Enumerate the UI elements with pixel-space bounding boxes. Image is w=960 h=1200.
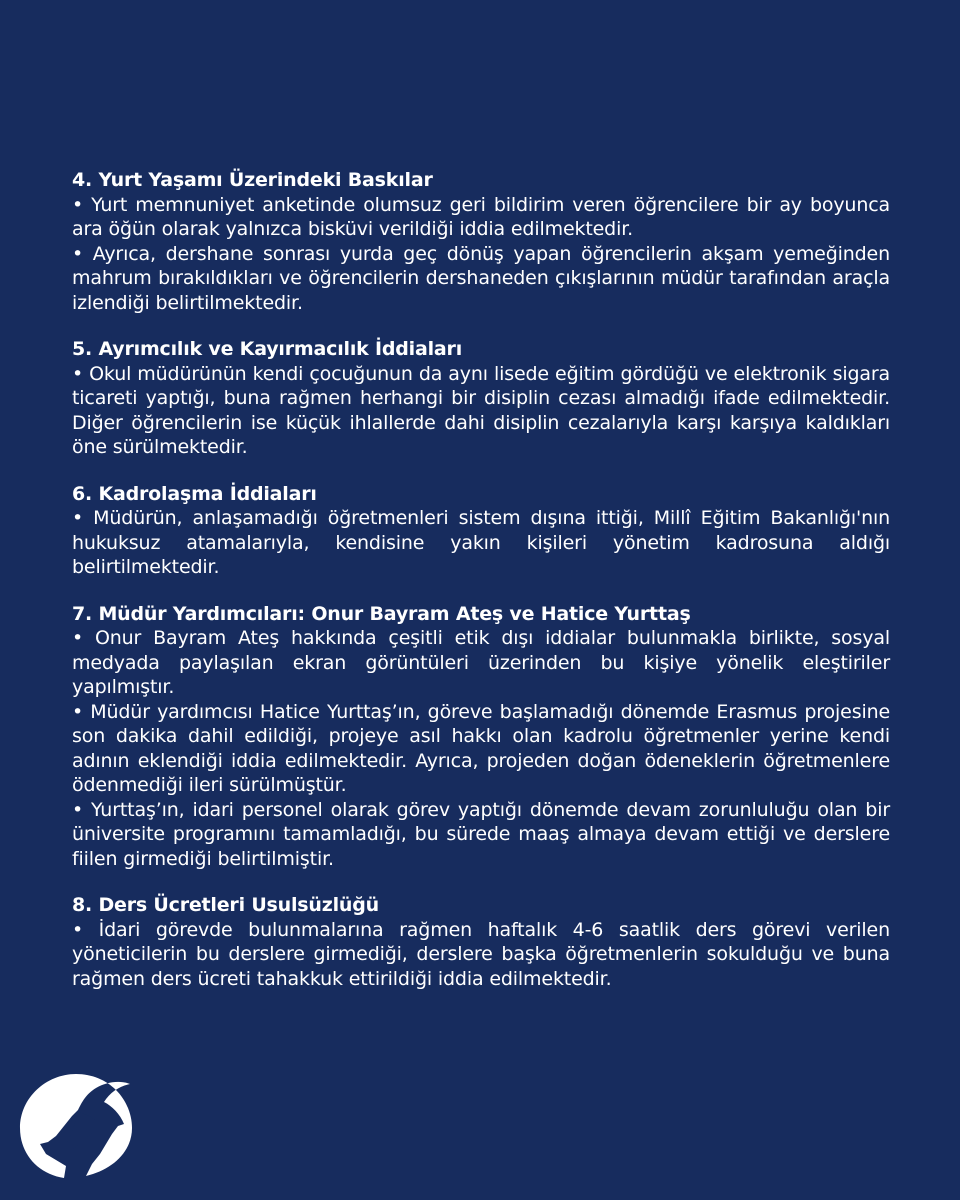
bullet-paragraph: • Müdürün, anlaşamadığı öğretmenleri sistem dışına ittiği, Millî Eğitim Bakanlığı'nın hukuksuz atamalarıyla, kendisine yakın kişileri yönetim kadrosuna aldığı belirtilmektedir.	[72, 507, 890, 578]
bullet-paragraph: • İdari görevde bulunmalarına rağmen haftalık 4-6 saatlik ders görevi verilen yöneticilerin bu derslere girmediği, derslere başka öğretmenlerin sokulduğu ve buna rağmen ders ücreti tahakkuk ettirildiği iddia edilmektedir.	[72, 918, 890, 990]
section-title: 4. Yurt Yaşamı Üzerindeki Baskılar	[72, 169, 433, 191]
section-kadrolasma	[72, 482, 890, 580]
bullet-paragraph: • Okul müdürünün kendi çocuğunun da aynı lisede eğitim gördüğü ve elektronik sigara ticareti yaptığı, buna rağmen herhangi bir disiplin cezası almadığı ifade edilmektedir. Diğer öğrencilerin ise küçük ihlallerde dahi disiplin cezalarıyla karşı karşıya kaldıkları öne sürülmektedir.	[72, 362, 890, 458]
bullet-paragraph: • Ayrıca, dershane sonrası yurda geç dönüş yapan öğrencilerin akşam yemeğinden mahrum bırakıldıkları ve öğrencilerin dershaneden çıkışlarının müdür tarafından araçla izlendiği belirtilmektedir.	[72, 242, 890, 314]
section-ders-ucretleri	[72, 893, 890, 991]
goat-head-logo-icon	[16, 1068, 136, 1180]
bullet-paragraph: • Müdür yardımcısı Hatice Yurttaş’ın, göreve başlamadığı dönemde Erasmus projesine son dakika dahil edildiği, projeye asıl hakkı olan kadrolu öğretmenler yerine kendi adının eklendiği iddia edilmektedir. Ayrıca, projeden doğan ödeneklerin öğretmenlere ödenmediği ileri sürülmüştür.	[72, 700, 890, 796]
section-ayrimcilik	[72, 337, 890, 460]
bullet-paragraph: • Yurt memnuniyet anketinde olumsuz geri bildirim veren öğrencilere bir ay boyunca ara öğün olarak yalnızca bisküvi verildiği iddia edilmektedir.	[72, 193, 890, 240]
section-title: 6. Kadrolaşma İddiaları	[72, 482, 317, 505]
bullet-paragraph: • Onur Bayram Ateş hakkında çeşitli etik dışı iddialar bulunmakla birlikte, sosyal medyada paylaşılan ekran görüntüleri üzerinden bu kişiye yönelik eleştiriler yapılmıştır.	[72, 627, 890, 698]
section-title: 8. Ders Ücretleri Usulsüzlüğü	[72, 894, 379, 916]
section-mudur-yardimcilari	[72, 602, 890, 872]
section-title: 7. Müdür Yardımcıları: Onur Bayram Ateş ve Hatice Yurttaş	[72, 602, 691, 625]
section-title: 5. Ayrımcılık ve Kayırmacılık İddiaları	[72, 338, 463, 360]
bullet-paragraph: • Yurttaş’ın, idari personel olarak görev yaptığı dönemde devam zorunluluğu olan bir üniversite programını tamamladığı, bu sürede maaş almaya devam ettiği ve derslere fiilen girmediği belirtilmiştir.	[72, 798, 890, 870]
section-yurt-yasami	[72, 168, 890, 315]
article-body	[72, 168, 890, 1013]
